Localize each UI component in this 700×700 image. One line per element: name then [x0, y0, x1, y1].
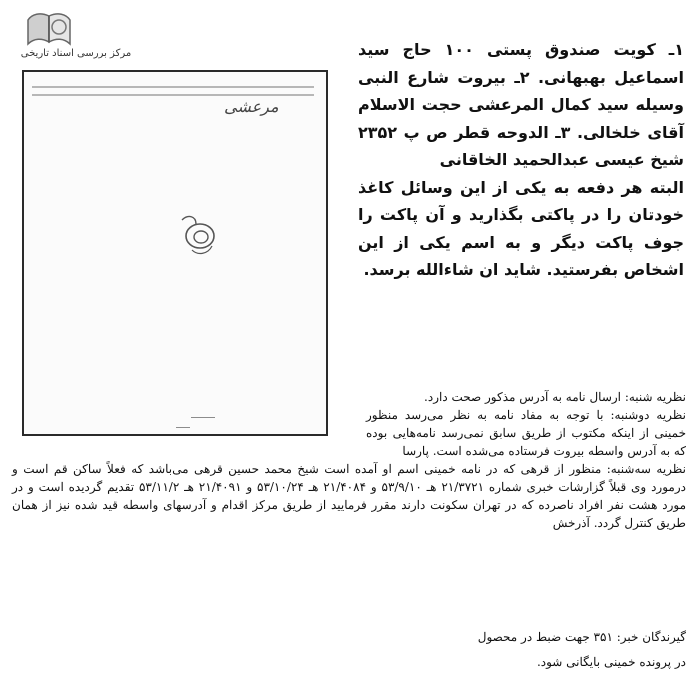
recipients-line: گیرندگان خبر: ۳۵۱ جهت ضبط در محصول — [477, 630, 686, 644]
handwritten-signature: مرعشی — [224, 97, 279, 116]
footer-section — [10, 628, 686, 671]
scan-text-line — [32, 94, 314, 96]
notes-section — [12, 388, 686, 532]
logo-text: مرکز بررسی اسناد تاریخی — [20, 48, 132, 59]
seal-stamp-icon — [174, 212, 222, 256]
note-monday: نظریه دوشنبه: با توجه به مفاد نامه به نظر می‌رسد منظور خمینی از اینکه مکتوب از طریق سابق نمی‌رسد نامه‌هایی بوده که به آدرس واسطه بیروت فرستاده می‌شده است. پارسا — [366, 408, 686, 458]
main-text-block — [358, 36, 684, 284]
scanned-letter-image — [22, 70, 328, 436]
main-text-paragraph: ۱ـ کویت صندوق پستی ۱۰۰ حاج سید اسماعیل بهبهانی. ۲ـ بیروت شارع النبی وسیله سید کمال المرعشی حجت الاسلام آقای خلخالی. ۳ـ الدوحه قطر ص پ ۲۳۵۲ شیخ عیسی عبدالحمید الخاقانی — [358, 40, 685, 169]
note-saturday: نظریه شنبه: ارسال نامه به آدرس مذکور صحت دارد. — [424, 390, 686, 404]
main-text-paragraph: البته هر دفعه به یکی از این وسائل کاغذ خودتان را در پاکتی بگذارید و آن پاکت را جوف پاکت دیگر و به اسم یکی از این اشخاص بفرستید. شاید ان شاءالله برسد. — [358, 177, 684, 279]
note-tuesday: نظریه سه‌شنبه: منظور از قرهی که در نامه خمینی اسم او آمده است شیخ محمد حسین قرهی می‌باشد که فعلاً ساکن قم است و درمورد وی قبلاً گزارشات خبری شماره ۲۱/۳۷۲۱ هـ ۵۳/۹/۱۰ و ۲۱/۴۰۸۴ هـ ۵۳/۱۰/۲۴ و ۲۱/۴۰۹۱ هـ ۵۳/۱۱/۲ تقدیم گردیده است و در مورد هشت نفر افراد ناصرده که در تهران سکونت دارند مقرر فرمایید از طریق مرکز اقدام و آدرسهای واسطه قید شده نیز از همان طریق کنترل گردد. آذرخش — [12, 462, 686, 530]
scan-text-line — [32, 86, 314, 88]
book-logo-icon — [26, 10, 72, 50]
archive-line: در پرونده خمینی بایگانی شود. — [536, 655, 686, 669]
